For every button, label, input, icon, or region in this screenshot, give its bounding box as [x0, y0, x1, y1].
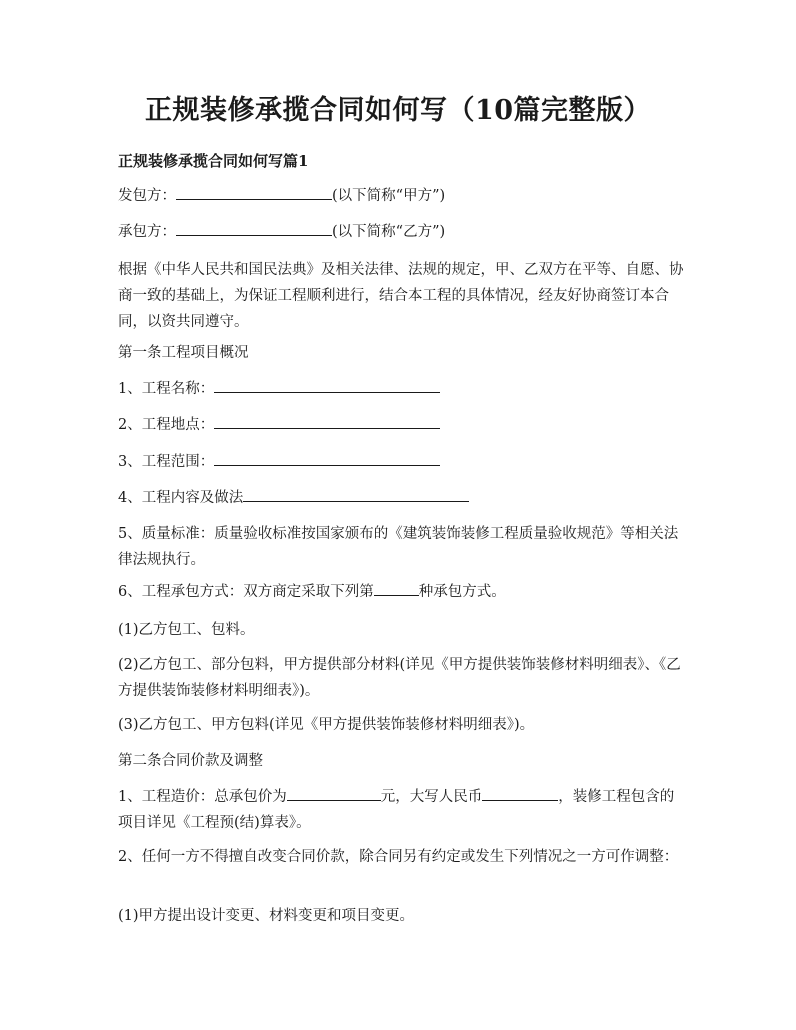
intro-paragraph: 根据《中华人民共和国民法典》及相关法律、法规的规定，甲、乙双方在平等、自愿、协商一致的基础上，为保证工程顺利进行，结合本工程的具体情况，经友好协商签订本合同，以资共同遵守。 [118, 262, 684, 330]
contract-mode-after: 种承包方式。 [418, 584, 506, 600]
contract-mode-before: 6、工程承包方式：双方商定采取下列第 [118, 584, 374, 600]
party-a-blank [176, 185, 332, 200]
section-subtitle: 正规装修承揽合同如何写篇1 [118, 152, 309, 170]
party-b-blank [176, 221, 332, 236]
project-name-line [118, 376, 440, 402]
party-b-line [118, 219, 445, 245]
project-scope-blank [214, 451, 440, 466]
price-words-blank [482, 786, 558, 801]
project-content-line [118, 485, 469, 511]
article2-heading: 第二条合同价款及调整 [118, 753, 263, 769]
price-adjust-sub1: (1)甲方提出设计变更、材料变更和项目变更。 [118, 908, 415, 924]
project-scope-label: 3、工程范围： [118, 454, 215, 470]
project-location-line [118, 412, 440, 438]
contract-mode-line [118, 579, 506, 605]
price-adjust-paragraph: 2、任何一方不得擅自改变合同价款，除合同另有约定或发生下列情况之一方可作调整： [118, 849, 679, 865]
project-scope-line [118, 449, 440, 475]
project-name-label: 1、工程名称： [118, 381, 215, 397]
price-text-c: ，装修工程包含的项目详见《工程预(结)算表》。 [118, 789, 675, 831]
project-location-label: 2、工程地点： [118, 417, 215, 433]
contract-mode-blank [374, 581, 419, 596]
party-a-line [118, 183, 445, 209]
project-name-blank [214, 378, 440, 393]
price-amount-blank [287, 786, 381, 801]
price-text-a: 1、工程造价：总承包价为 [118, 789, 287, 805]
document-title: 正规装修承揽合同如何写（10篇完整版） [144, 95, 652, 126]
price-paragraph [118, 784, 684, 836]
option-3: (3)乙方包工、甲方包料(详见《甲方提供装饰装修材料明细表》)。 [118, 717, 535, 733]
option-1: (1)乙方包工、包料。 [118, 622, 255, 638]
party-b-suffix: (以下简称“乙方”) [332, 224, 446, 240]
price-text-b: 元，大写人民币 [380, 789, 483, 805]
party-a-suffix: (以下简称“甲方”) [332, 188, 446, 204]
option-2: (2)乙方包工、部分包料，甲方提供部分材料(详见《甲方提供装饰装修材料明细表》、《乙方提供装饰装修材料明细表》)。 [118, 657, 681, 699]
quality-standard-paragraph: 5、质量标准：质量验收标准按国家颁布的《建筑装饰装修工程质量验收规范》等相关法律法规执行。 [118, 526, 679, 568]
project-content-label: 4、工程内容及做法 [118, 490, 244, 506]
article1-heading: 第一条工程项目概况 [118, 345, 249, 361]
project-location-blank [214, 414, 440, 429]
party-a-label: 发包方： [118, 188, 176, 204]
party-b-label: 承包方： [118, 224, 176, 240]
project-content-blank [243, 487, 469, 502]
